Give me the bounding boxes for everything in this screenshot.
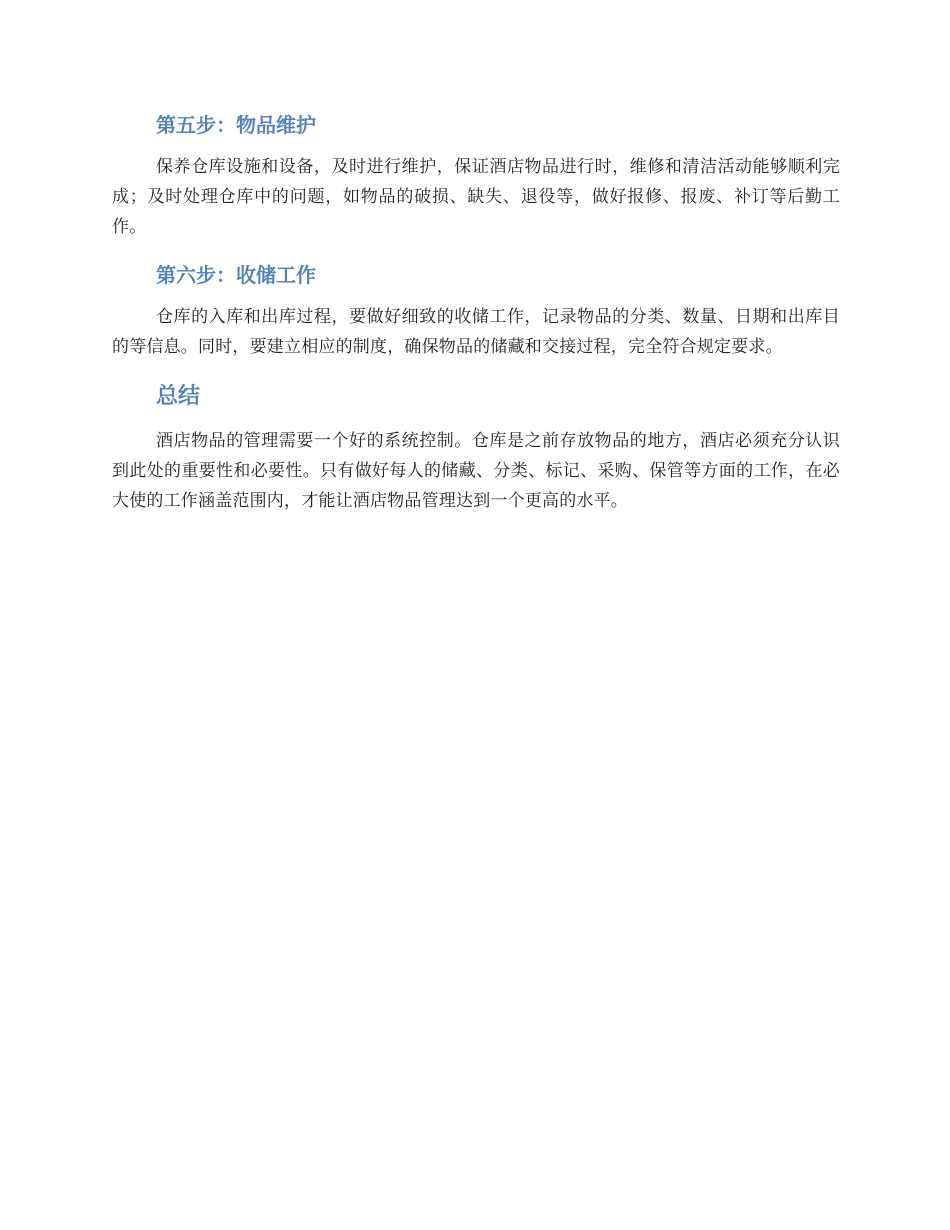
document-body	[112, 108, 840, 532]
section-paragraph-summary: 酒店物品的管理需要一个好的系统控制。仓库是之前存放物品的地方，酒店必须充分认识到此处的重要性和必要性。只有做好每人的储藏、分类、标记、采购、保管等方面的工作，在必大使的工作涵盖范围内，才能让酒店物品管理达到一个更高的水平。	[112, 431, 840, 511]
section-paragraph-step-five: 保养仓库设施和设备，及时进行维护，保证酒店物品进行时，维修和清洁活动能够顺利完成；及时处理仓库中的问题，如物品的破损、缺失、退役等，做好报修、报废、补订等后勤工作。	[112, 157, 840, 237]
section-step-five	[112, 108, 840, 242]
section-heading-step-five: 第五步：物品维护	[156, 113, 316, 137]
section-paragraph-step-six: 仓库的入库和出库过程，要做好细致的收储工作，记录物品的分类、数量、日期和出库目的等信息。同时，要建立相应的制度，确保物品的储藏和交接过程，完全符合规定要求。	[112, 307, 840, 357]
section-step-six	[112, 258, 840, 362]
section-heading-step-six: 第六步：收储工作	[156, 263, 316, 287]
section-heading-summary: 总结	[156, 384, 201, 409]
section-summary	[112, 378, 840, 516]
